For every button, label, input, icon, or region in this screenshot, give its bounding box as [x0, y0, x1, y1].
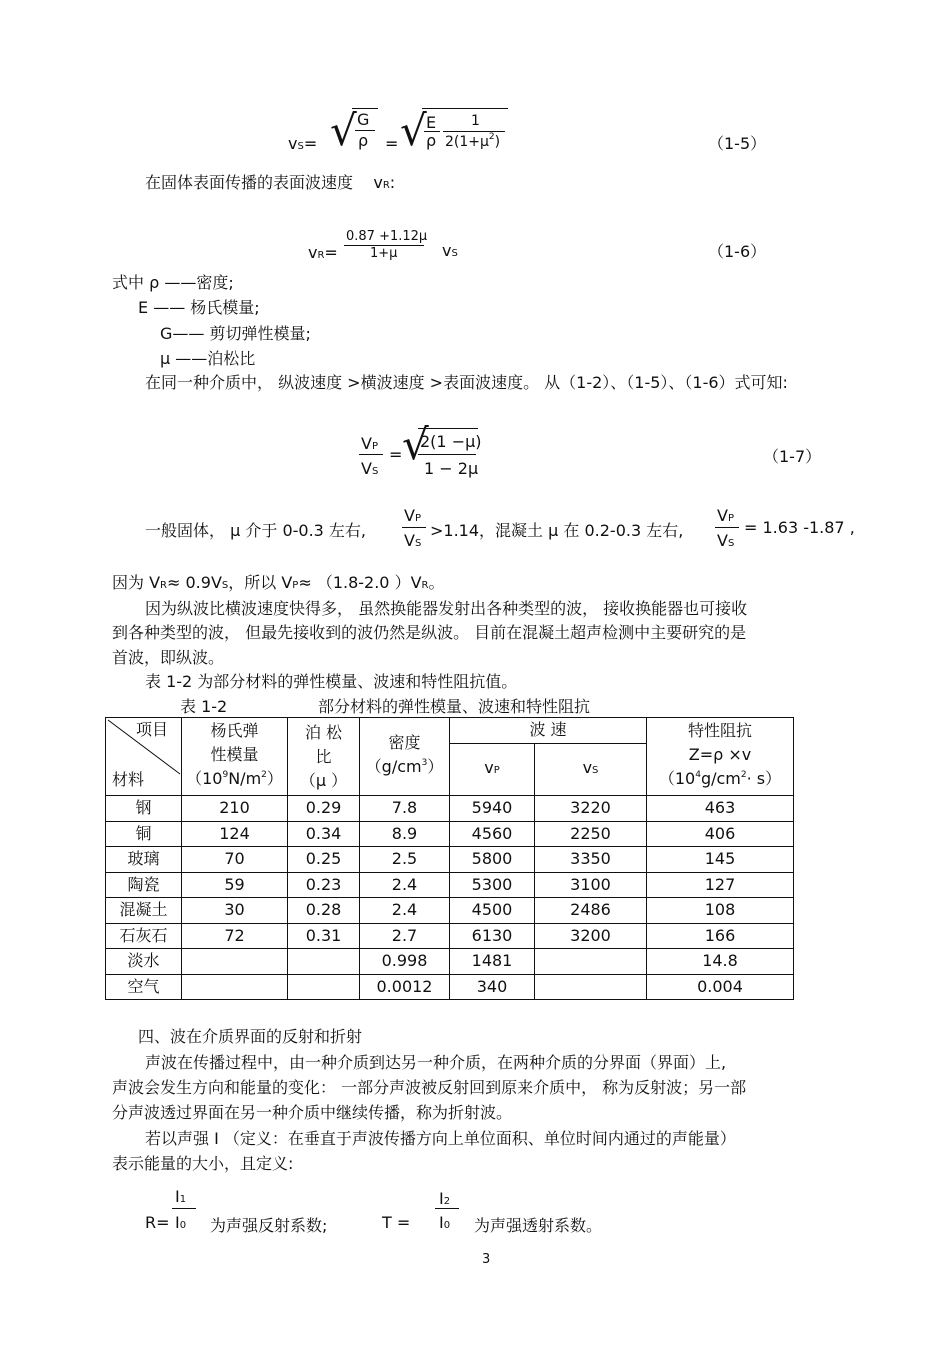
table-cell: 6130 — [450, 923, 535, 949]
table-row — [106, 974, 794, 1000]
table-cell: 108 — [647, 898, 794, 924]
eq15-one: 1 — [471, 113, 480, 129]
r-label: R= — [145, 1213, 170, 1232]
para-longitudinal-1: 因为纵波比横波速度快得多， 虽然换能器发射出各种类型的波， 接收换能器也可接收 — [145, 599, 748, 618]
section4-p2-line1: 若以声强 I （定义：在垂直于声波传播方向上单位面积、单位时间内通过的声能量） — [145, 1129, 736, 1148]
para-longitudinal-2: 到各种类型的波， 但最先接收到的波仍然是纵波。 目前在混凝土超声检测中主要研究的是 — [112, 623, 747, 642]
table-cell: 2250 — [535, 821, 647, 847]
eq15-number: （1-5） — [708, 134, 767, 153]
table-cell: 0.28 — [288, 898, 360, 924]
table-cell: 2.4 — [360, 898, 450, 924]
header-vp: vP — [450, 743, 535, 795]
def-mu: μ ——泊松比 — [160, 349, 256, 368]
eq17-denominator: 1 − 2μ — [424, 459, 479, 478]
eq15-g: G — [357, 110, 370, 129]
table-cell — [288, 974, 360, 1000]
table-cell — [535, 974, 647, 1000]
t-label: T = — [382, 1213, 411, 1232]
header-impedance: 特性阻抗 Z=ρ ×v $(10^4g/cm^2\cdot s)$ — [647, 718, 794, 796]
table-cell: 0.34 — [288, 821, 360, 847]
material-name-cell: 钢 — [106, 796, 182, 822]
table-cell — [288, 949, 360, 975]
table-row — [106, 872, 794, 898]
table-row — [106, 898, 794, 924]
r-numerator: I1 — [175, 1187, 187, 1206]
material-name-cell: 淡水 — [106, 949, 182, 975]
header-density: 密度 $(g/cm^3)$ — [360, 718, 450, 796]
section4-p1-line1: 声波在传播过程中，由一种介质到达另一种介质，在两种介质的分界面（界面）上, — [145, 1053, 727, 1072]
def-g: G—— 剪切弹性模量; — [160, 324, 311, 343]
section4-p2-line2: 表示能量的大小，且定义: — [112, 1154, 294, 1173]
table-cell: 0.25 — [288, 847, 360, 873]
table-caption-title: 部分材料的弹性模量、波速和特性阻抗 — [318, 697, 591, 716]
section4-heading: 四、波在介质界面的反射和折射 — [138, 1027, 363, 1046]
table-cell: 3200 — [535, 923, 647, 949]
header-young: 杨氏弹 性模量 $(10^9N/m^2)$ — [182, 718, 288, 796]
header-item: 项目 — [136, 720, 169, 739]
table-cell: 3350 — [535, 847, 647, 873]
ratio-frac2-den: VS — [717, 531, 735, 550]
ratio-text-1: 一般固体， μ 介于 0-0.3 左右, — [145, 521, 367, 540]
table-cell: 70 — [182, 847, 288, 873]
sqrt-symbol: √ — [330, 106, 357, 155]
eq16-number: （1-6） — [708, 242, 767, 261]
eq15-lhs: vS= — [288, 134, 318, 153]
table-cell — [182, 974, 288, 1000]
material-name-cell: 空气 — [106, 974, 182, 1000]
eq15-e: E — [426, 113, 437, 132]
eq15-rho2: ρ — [426, 131, 437, 150]
table-cell — [182, 949, 288, 975]
table-cell: 72 — [182, 923, 288, 949]
table-cell: 340 — [450, 974, 535, 1000]
table-cell: 145 — [647, 847, 794, 873]
material-name-cell: 混凝土 — [106, 898, 182, 924]
r-description: 为声强反射系数; — [210, 1216, 328, 1235]
approx-line: 因为 VR≈ 0.9VS，所以 VP≈ （1.8-2.0 ）VR。 — [112, 573, 445, 592]
table-cell — [535, 949, 647, 975]
header-material: 材料 — [112, 770, 145, 789]
table-cell: 0.31 — [288, 923, 360, 949]
ratio-frac1-den: VS — [404, 531, 422, 550]
table-row — [106, 796, 794, 822]
def-e: E —— 杨氏模量; — [138, 298, 260, 317]
ratio-frac2-num: VP — [717, 506, 734, 525]
r-denominator: I0 — [175, 1213, 187, 1232]
header-wave-speed: 波 速 — [450, 718, 647, 744]
table-cell: 59 — [182, 872, 288, 898]
para-longitudinal-3: 首波，即纵波。 — [112, 648, 225, 667]
table-row — [106, 847, 794, 873]
eq15-den: $2(1+\mu^2)$ — [445, 132, 501, 150]
table-cell: 166 — [647, 923, 794, 949]
sqrt-symbol-3: √ — [402, 420, 429, 469]
material-name-cell: 玻璃 — [106, 847, 182, 873]
table-cell: 0.0012 — [360, 974, 450, 1000]
table-cell: 0.004 — [647, 974, 794, 1000]
table-cell: 1481 — [450, 949, 535, 975]
ratio-text-2: >1.14，混凝土 μ 在 0.2-0.3 左右, — [430, 521, 684, 540]
table-intro: 表 1-2 为部分材料的弹性模量、波速和特性阻抗值。 — [145, 672, 518, 691]
t-description: 为声强透射系数。 — [474, 1216, 603, 1235]
eq17-number: （1-7） — [763, 447, 822, 466]
eq16-denominator: 1+μ — [370, 246, 398, 261]
eq17-vp: VP — [361, 434, 378, 453]
t-numerator: I2 — [439, 1189, 451, 1208]
eq17-vs: VS — [361, 459, 379, 478]
table-cell: 14.8 — [647, 949, 794, 975]
table-cell: 2.7 — [360, 923, 450, 949]
header-vs: vS — [535, 743, 647, 795]
table-cell: 3220 — [535, 796, 647, 822]
table-cell: 7.8 — [360, 796, 450, 822]
eq16-lhs: vR= — [308, 243, 338, 262]
table-row — [106, 821, 794, 847]
ratio-frac1-num: VP — [404, 506, 421, 525]
header-item-material — [106, 718, 182, 796]
material-name-cell: 陶瓷 — [106, 872, 182, 898]
table-cell: 2.4 — [360, 872, 450, 898]
table-cell: 4560 — [450, 821, 535, 847]
table-cell: 0.23 — [288, 872, 360, 898]
materials-table — [105, 717, 794, 1000]
table-cell: 0.29 — [288, 796, 360, 822]
table-cell: 124 — [182, 821, 288, 847]
table-cell: 5300 — [450, 872, 535, 898]
table-cell: 5940 — [450, 796, 535, 822]
table-cell: 4500 — [450, 898, 535, 924]
table-cell: 2.5 — [360, 847, 450, 873]
section4-p1-line3: 分声波透过界面在另一种介质中继续传播，称为折射波。 — [112, 1103, 513, 1122]
table-row — [106, 949, 794, 975]
table-cell: 2486 — [535, 898, 647, 924]
def-rho: 式中 ρ ——密度; — [112, 273, 234, 292]
page-number: 3 — [482, 1252, 491, 1267]
material-name-cell: 石灰石 — [106, 923, 182, 949]
section4-p1-line2: 声波会发生方向和能量的变化： 一部分声波被反射回到原来介质中， 称为反射波；另一部 — [112, 1078, 747, 1097]
eq17-numerator: 2(1 −μ) — [420, 432, 482, 451]
t-denominator: I0 — [439, 1213, 451, 1232]
eq15-eq2: = — [385, 134, 399, 153]
table-cell: 406 — [647, 821, 794, 847]
eq15-rho: ρ — [358, 131, 369, 150]
table-cell: 30 — [182, 898, 288, 924]
eq17-eq: = — [389, 445, 403, 464]
table-caption-label: 表 1-2 — [180, 697, 228, 716]
table-cell: 8.9 — [360, 821, 450, 847]
eq16-numerator: 0.87 +1.12μ — [346, 229, 428, 244]
ratio-text-3: = 1.63 -1.87 , — [744, 518, 855, 537]
table-row — [106, 923, 794, 949]
sqrt-symbol-2: √ — [400, 106, 427, 155]
header-poisson: 泊 松 比 （μ ） — [288, 718, 360, 796]
surface-wave-line: 在固体表面传播的表面波速度 vR: — [145, 173, 396, 192]
table-cell: 0.998 — [360, 949, 450, 975]
table-cell: 463 — [647, 796, 794, 822]
table-cell: 5800 — [450, 847, 535, 873]
para-compare: 在同一种介质中， 纵波速度 >横波速度 >表面波速度。 从（1-2）、（1-5）、（1-6）式可知: — [145, 373, 788, 392]
material-name-cell: 铜 — [106, 821, 182, 847]
eq16-rhs: vS — [442, 241, 458, 260]
table-cell: 3100 — [535, 872, 647, 898]
table-cell: 210 — [182, 796, 288, 822]
table-cell: 127 — [647, 872, 794, 898]
